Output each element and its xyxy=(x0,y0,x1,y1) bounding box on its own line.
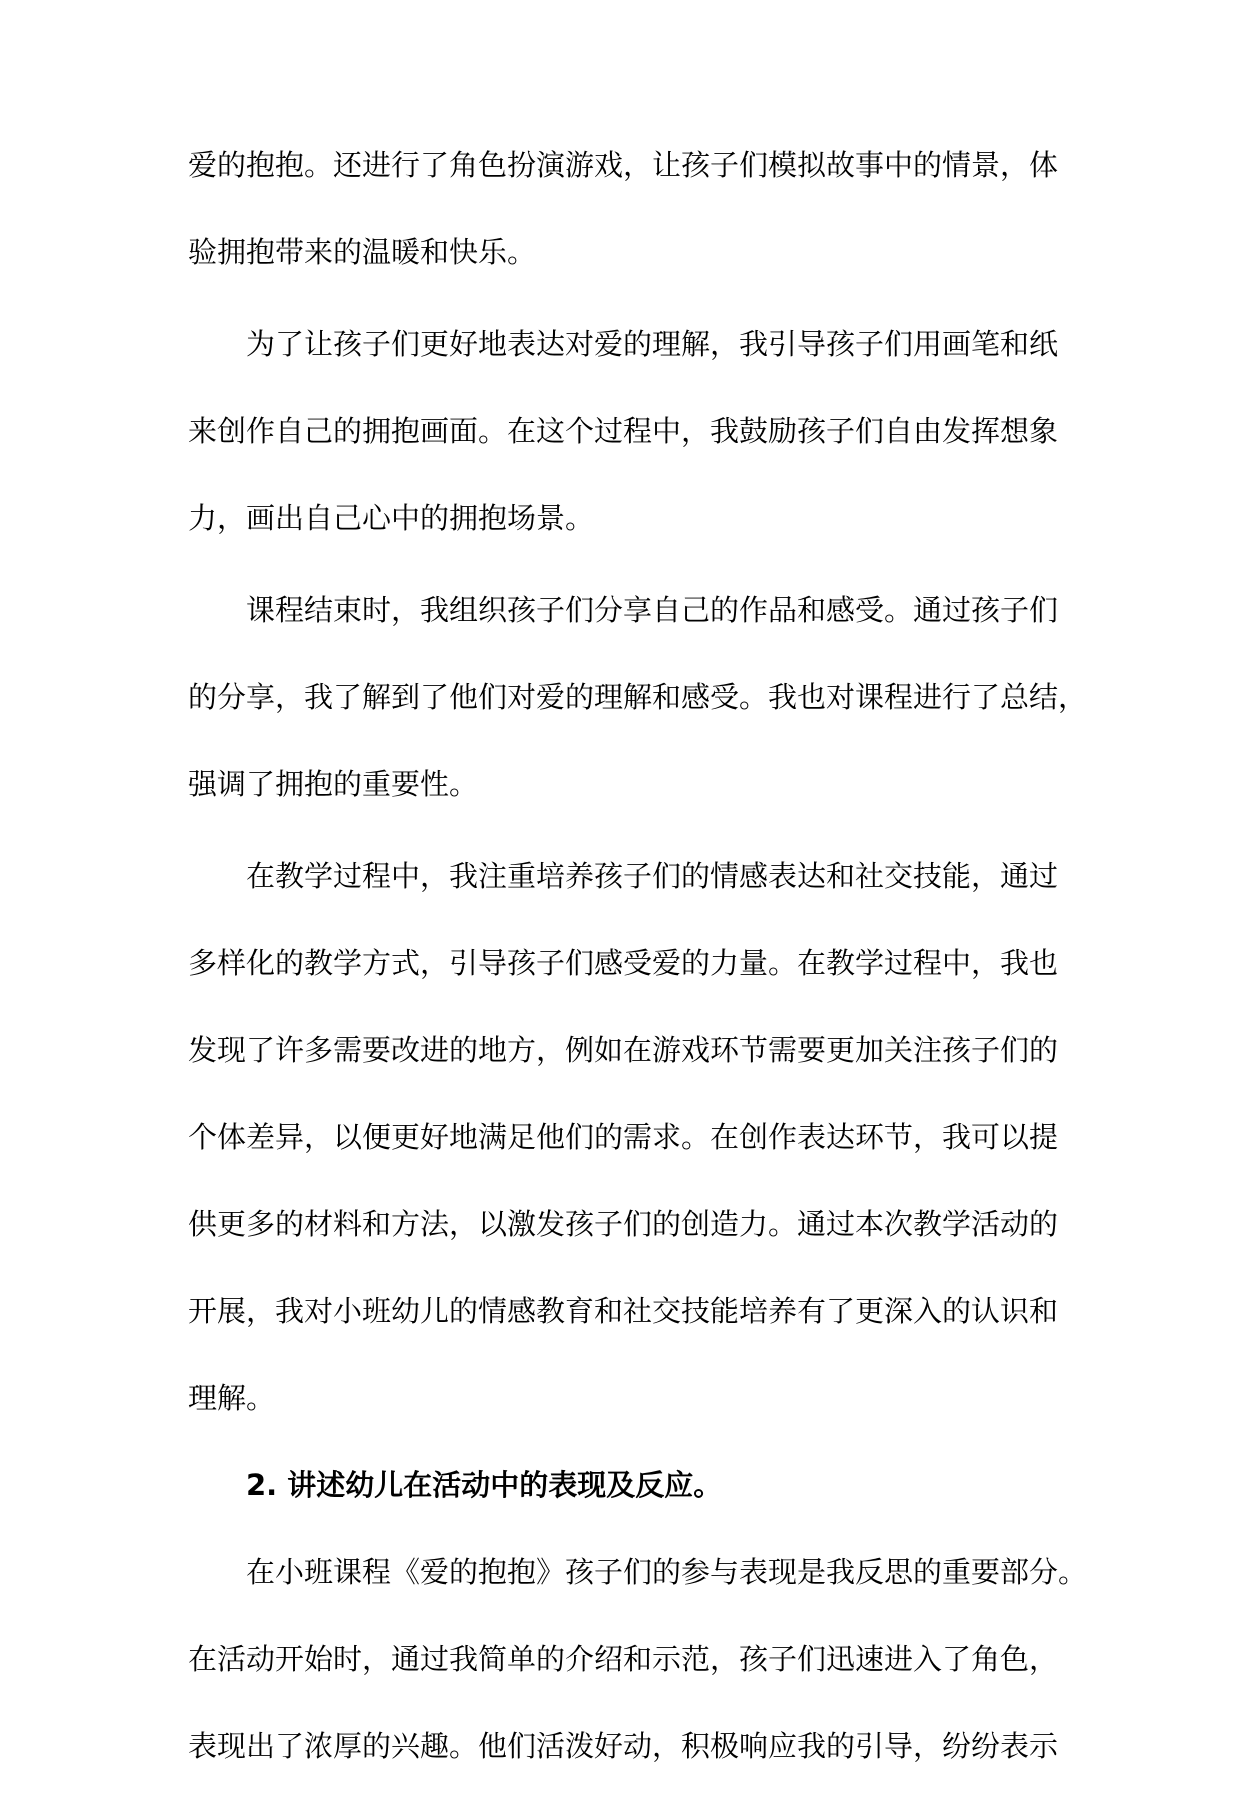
paragraph-4-line-6: 开展，我对小班幼儿的情感教育和社交技能培养有了更深入的认识和 xyxy=(188,1294,1059,1328)
section-heading: 2. 讲述幼儿在活动中的表现及反应。 xyxy=(246,1468,723,1502)
paragraph-1-line-1: 爱的抱抱。还进行了角色扮演游戏，让孩子们模拟故事中的情景，体 xyxy=(188,148,1059,182)
paragraph-2-line-1: 为了让孩子们更好地表达对爱的理解，我引导孩子们用画笔和纸 xyxy=(246,327,1059,361)
paragraph-1-line-2: 验拥抱带来的温暖和快乐。 xyxy=(188,235,537,269)
paragraph-4-line-4: 个体差异，以便更好地满足他们的需求。在创作表达环节，我可以提 xyxy=(188,1120,1059,1154)
paragraph-2-line-3: 力，画出自己心中的拥抱场景。 xyxy=(188,501,595,535)
paragraph-2-line-2: 来创作自己的拥抱画面。在这个过程中，我鼓励孩子们自由发挥想象 xyxy=(188,414,1059,448)
paragraph-4-line-2: 多样化的教学方式，引导孩子们感受爱的力量。在教学过程中，我也 xyxy=(188,946,1059,980)
paragraph-3-line-3: 强调了拥抱的重要性。 xyxy=(188,767,479,801)
paragraph-4-line-7: 理解。 xyxy=(188,1381,276,1415)
document-body xyxy=(188,148,1088,1816)
paragraph-3-line-1: 课程结束时，我组织孩子们分享自己的作品和感受。通过孩子们 xyxy=(246,593,1059,627)
paragraph-3-line-2: 的分享，我了解到了他们对爱的理解和感受。我也对课程进行了总结， xyxy=(188,680,1088,714)
paragraph-5-line-1: 在小班课程《爱的抱抱》孩子们的参与表现是我反思的重要部分。 xyxy=(246,1555,1088,1589)
paragraph-5-line-2: 在活动开始时，通过我简单的介绍和示范，孩子们迅速进入了角色， xyxy=(188,1642,1059,1676)
paragraph-5-line-3: 表现出了浓厚的兴趣。他们活泼好动，积极响应我的引导，纷纷表示 xyxy=(188,1729,1059,1763)
paragraph-4-line-1: 在教学过程中，我注重培养孩子们的情感表达和社交技能，通过 xyxy=(246,859,1059,893)
paragraph-4-line-3: 发现了许多需要改进的地方，例如在游戏环节需要更加关注孩子们的 xyxy=(188,1033,1059,1067)
paragraph-4-line-5: 供更多的材料和方法，以激发孩子们的创造力。通过本次教学活动的 xyxy=(188,1207,1059,1241)
